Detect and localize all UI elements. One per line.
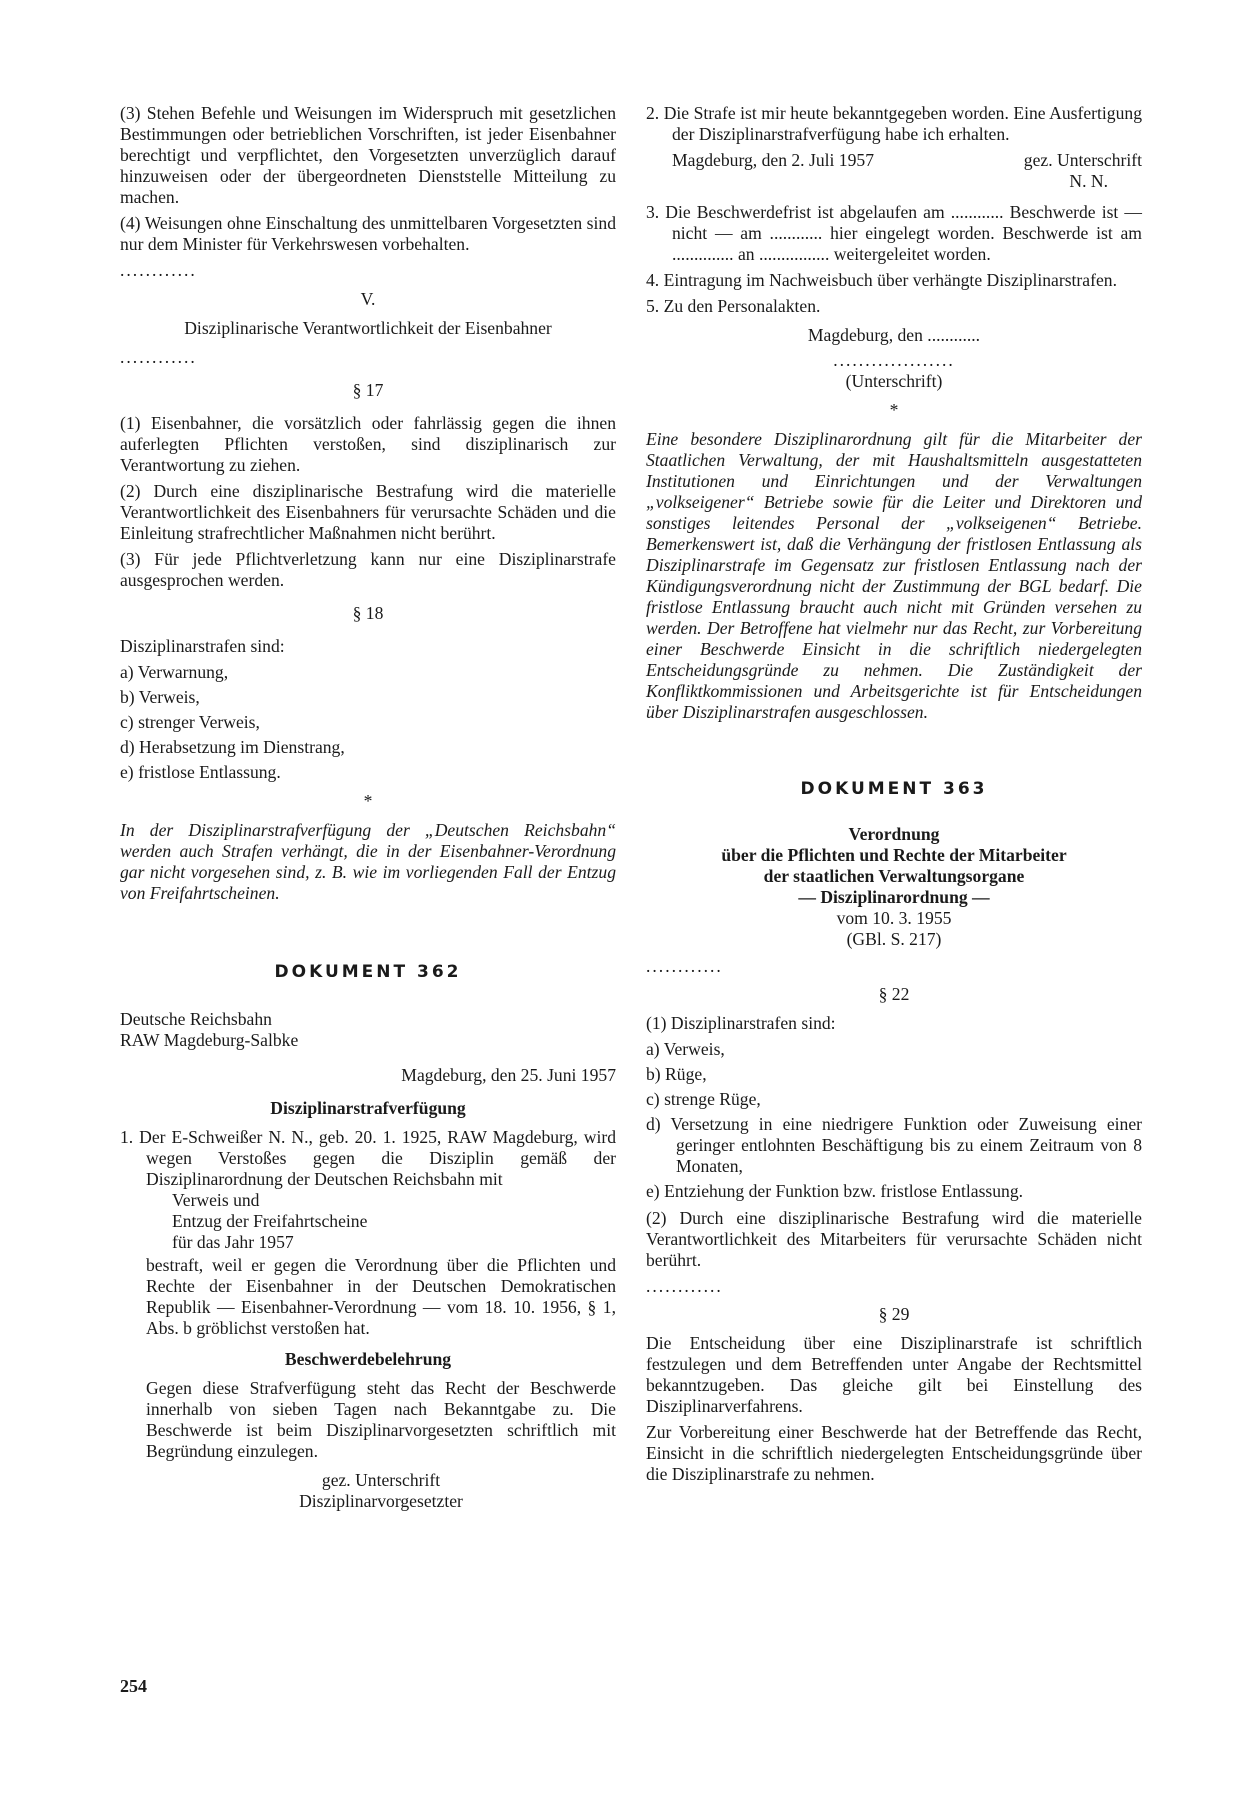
list-item: a) Verweis, xyxy=(646,1039,725,1059)
paragraph-22-2: (2) Durch eine disziplinarische Bestrafung wird die materielle Verantwortlichkeit des Mitarbeiters für verursachte Schäden nicht berührt. xyxy=(646,1208,1142,1270)
section-title: Disziplinarische Verantwortlichkeit der Eisenbahner xyxy=(184,318,552,338)
verfuegung-reason: bestraft, weil er gegen die Verordnung über die Pflichten und Rechte der Eisenbahner in der Deutschen Demokratischen Republik — Eisenbahner-Verordnung — vom 18. 10. 1956, § 1, Abs. b gröblichst verstoßen hat. xyxy=(146,1255,616,1338)
paragraph-heading-17: § 17 xyxy=(352,380,384,400)
paragraph-heading-18: § 18 xyxy=(352,603,384,623)
letter-date: Magdeburg, den 25. Juni 1957 xyxy=(401,1065,616,1085)
penalty-block xyxy=(120,1190,616,1253)
list-item: e) Entziehung der Funktion bzw. fristlose Entlassung. xyxy=(646,1181,1024,1201)
paragraph-18-intro: Disziplinarstrafen sind: xyxy=(120,636,285,656)
penalty-line: für das Jahr 1957 xyxy=(172,1232,294,1252)
ellipsis-dots: ............ xyxy=(120,347,197,367)
decree-title-block xyxy=(646,824,1142,950)
penalty-line: Entzug der Freifahrtscheine xyxy=(172,1211,368,1231)
paragraph-22-1: (1) Disziplinarstrafen sind: xyxy=(646,1013,836,1033)
document-title-363: DOKUMENT 363 xyxy=(800,779,988,799)
decree-title: — Disziplinarordnung — xyxy=(798,887,990,907)
decree-source: (GBl. S. 217) xyxy=(846,929,942,949)
list-item: d) Versetzung in eine niedrigere Funktion oder Zuweisung einer geringer entlohnten Beschäftigung bis zu einem Zeitraum von 8 Monaten, xyxy=(646,1114,1142,1176)
paragraph-29-2: Zur Vorbereitung einer Beschwerde hat der Betreffende das Recht, Einsicht in die schriftlich niedergelegten Entscheidungsgründe über die Disziplinarstrafe zu nehmen. xyxy=(646,1422,1142,1484)
belehrung-title: Beschwerdebelehrung xyxy=(284,1349,452,1369)
list-item: e) fristlose Entlassung. xyxy=(120,762,281,782)
item2-date: Magdeburg, den 2. Juli 1957 xyxy=(672,150,874,170)
list-item: d) Herabsetzung im Dienstrang, xyxy=(120,737,345,757)
signature-role: Disziplinarvorgesetzter xyxy=(299,1491,463,1511)
list-item: c) strenger Verweis, xyxy=(120,712,260,732)
sender-line-2: RAW Magdeburg-Salbke xyxy=(120,1030,299,1050)
editorial-comment: Eine besondere Disziplinarordnung gilt für die Mitarbeiter der Staatlichen Verwaltung, der mit Haushaltsmitteln ausgestatteten Institutionen und Einrichtungen und der Verwaltungen „volkseigener“ Betriebe sowie für die Leiter und Direktoren und sonstiges leitendes Personal der „volkseigenen“ Betriebe. Bemerkenswert ist, daß die Verhängung der fristlosen Entlassung als Disziplinarstrafe im Gegensatz zur fristlosen Entlassung nach der Kündigungsverordnung nicht der Zustimmung der BGL bedarf. Die fristlose Entlassung braucht auch nicht mit Gründen versehen zu werden. Der Betroffene hat vielmehr nur das Recht, zur Vorbereitung einer Beschwerde Einsicht in die schriftlich niedergelegten Entscheidungsgründe zu nehmen. Die Zuständigkeit der Konfliktkommissionen und Arbeitsgerichte ist für Entscheidungen über Disziplinarstrafen ausgeschlossen. xyxy=(646,429,1142,722)
verfuegung-item-3: 3. Die Beschwerdefrist ist abgelaufen am ............ Beschwerde ist — nicht — am ............ hier eingelegt worden. Beschwerde ist am .............. an ................ weitergeleitet worden. xyxy=(646,202,1142,264)
signature-dots: ................... xyxy=(833,350,955,370)
decree-title: der staatlichen Verwaltungsorgane xyxy=(763,866,1025,886)
signature-block xyxy=(120,1470,616,1512)
separator-star: * xyxy=(363,791,373,811)
document-title-362: DOKUMENT 362 xyxy=(274,962,462,982)
separator-star: * xyxy=(889,400,899,420)
paragraph-17-2: (2) Durch eine disziplinarische Bestrafung wird die materielle Verantwortlichkeit des Eisenbahners für verursachte Schäden und die Einleitung strafrechtlicher Maßnahmen nicht berührt. xyxy=(120,481,616,543)
decree-title: über die Pflichten und Rechte der Mitarbeiter xyxy=(721,845,1067,865)
verfuegung-title: Disziplinarstrafverfügung xyxy=(270,1098,466,1118)
verfuegung-item-4: 4. Eintragung im Nachweisbuch über verhängte Disziplinarstrafen. xyxy=(646,270,1117,290)
signature-line: gez. Unterschrift xyxy=(321,1470,441,1490)
right-column xyxy=(646,103,1142,1490)
paragraph-17-3: (3) Für jede Pflichtverletzung kann nur eine Disziplinarstrafe ausgesprochen werden. xyxy=(120,549,616,590)
penalty-list xyxy=(120,662,616,783)
paragraph-29-1: Die Entscheidung über eine Disziplinarstrafe ist schriftlich festzulegen und dem Betreffenden unter Angabe der Rechtsmittel bekanntzugeben. Das gleiche gilt bei Einstellung des Disziplinarverfahrens. xyxy=(646,1333,1142,1416)
verfuegung-item-2: 2. Die Strafe ist mir heute bekanntgegeben worden. Eine Ausfertigung der Disziplinarstrafverfügung habe ich erhalten. xyxy=(646,103,1142,144)
list-item: c) strenge Rüge, xyxy=(646,1089,761,1109)
belehrung-text: Gegen diese Strafverfügung steht das Recht der Beschwerde innerhalb von sieben Tagen nach Bekanntgabe zu. Die Beschwerde ist beim Disziplinarvorgesetzten schriftlich mit Begründung einzulegen. xyxy=(146,1378,616,1461)
ellipsis-dots: ............ xyxy=(646,956,723,976)
paragraph-heading-22: § 22 xyxy=(878,984,910,1004)
page-number: 254 xyxy=(120,1676,147,1696)
left-column xyxy=(120,103,616,1512)
paragraph-4: (4) Weisungen ohne Einschaltung des unmittelbaren Vorgesetzten sind nur dem Minister für Verkehrswesen vorbehalten. xyxy=(120,213,616,254)
paragraph-3: (3) Stehen Befehle und Weisungen im Widerspruch mit gesetzlichen Bestimmungen oder betrieblichen Vorschriften, ist jeder Eisenbahner berechtigt und verpflichtet, den Vorgesetzten unverzüglich darauf hinzuweisen oder der übergeordneten Dienststelle Mitteilung zu machen. xyxy=(120,103,616,207)
section-numeral: V. xyxy=(360,289,376,309)
signature-label: (Unterschrift) xyxy=(845,371,943,391)
list-item: a) Verwarnung, xyxy=(120,662,229,682)
item2-date-row xyxy=(646,150,1142,171)
penalty-line: Verweis und xyxy=(172,1190,260,1210)
list-item: b) Verweis, xyxy=(120,687,200,707)
penalty-list xyxy=(646,1039,1142,1202)
ellipsis-dots: ............ xyxy=(646,1276,723,1296)
item2-signer: N. N. xyxy=(1069,171,1108,191)
verfuegung-item-1: 1. Der E-Schweißer N. N., geb. 20. 1. 1925, RAW Magdeburg, wird wegen Verstoßes gegen die Disziplin gemäß der Disziplinarordnung der Deutschen Reichsbahn mit xyxy=(120,1127,616,1189)
item2-signature: gez. Unterschrift xyxy=(1023,150,1142,170)
decree-title: Verordnung xyxy=(848,824,940,844)
paragraph-17-1: (1) Eisenbahner, die vorsätzlich oder fahrlässig gegen die ihnen auferlegten Pflichten verstoßen, sind disziplinarisch zur Verantwortung zu ziehen. xyxy=(120,413,616,475)
closing-date-line: Magdeburg, den ............ xyxy=(807,325,981,345)
list-item: b) Rüge, xyxy=(646,1064,707,1084)
verfuegung-item-5: 5. Zu den Personalakten. xyxy=(646,296,821,316)
ellipsis-dots: ............ xyxy=(120,260,197,280)
sender-line-1: Deutsche Reichsbahn xyxy=(120,1009,272,1029)
decree-date: vom 10. 3. 1955 xyxy=(836,908,952,928)
closing-signature xyxy=(646,350,1142,392)
paragraph-heading-29: § 29 xyxy=(878,1304,910,1324)
editorial-comment: In der Disziplinarstrafverfügung der „Deutschen Reichsbahn“ werden auch Strafen verhängt, die in der Eisenbahner-Verordnung gar nicht vorgesehen sind, z. B. wie im vorliegenden Fall der Entzug von Freifahrtscheinen. xyxy=(120,820,616,903)
